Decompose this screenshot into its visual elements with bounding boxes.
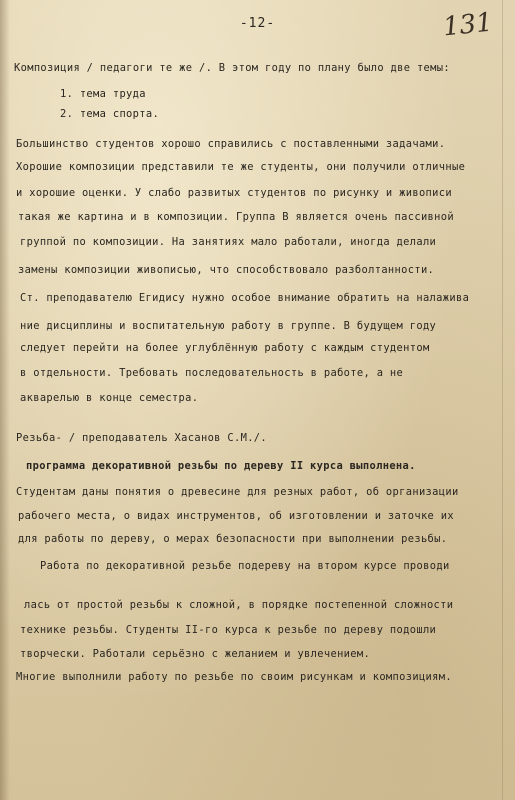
archive-number-handwritten: 131 — [441, 7, 495, 43]
text-line: следует перейти на более углублённую работу с каждым студентом — [20, 342, 430, 354]
text-line: группой по композиции. На занятиях мало работали, иногда делали — [20, 236, 437, 248]
page-edge-shadow — [0, 0, 10, 800]
text-line: программа декоративной резьбы по дереву II курса выполнена. — [26, 460, 416, 472]
text-line: рабочего места, о видах инструментов, об изготовлении и заточке их — [18, 510, 454, 522]
text-line: Резьба- / преподаватель Хасанов С.М./. — [16, 432, 268, 444]
text-line: акварелью в конце семестра. — [20, 392, 199, 404]
text-line: такая же картина и в композиции. Группа В является очень пассивной — [18, 211, 454, 223]
text-line: лась от простой резьбы к сложной, в порядке постепенной сложности — [24, 599, 454, 611]
text-line: и хорошие оценки. У слабо развитых студентов по рисунку и живописи — [16, 187, 452, 199]
text-line: творчески. Работали серьёзно с желанием и увлечением. — [20, 648, 371, 660]
text-line: в отдельности. Требовать последовательность в работе, а не — [20, 367, 404, 379]
text-line: 1. тема труда — [60, 88, 146, 100]
text-line: Большинство студентов хорошо справились с поставленными задачами. — [16, 138, 446, 150]
text-line: 2. тема спорта. — [60, 108, 160, 120]
text-line: Многие выполнили работу по резьбе по своим рисункам и композициям. — [16, 671, 452, 683]
text-line: Ст. преподавателю Егидису нужно особое внимание обратить на налажива — [20, 292, 470, 304]
text-line: Композиция / педагоги те же /. В этом году по плану было две темы: — [14, 62, 450, 74]
text-line: Работа по декоративной резьбе подереву на втором курсе проводи — [40, 560, 450, 572]
page-margin-line — [502, 0, 503, 800]
text-line: Студентам даны понятия о древесине для резных работ, об организации — [16, 486, 459, 498]
text-line: технике резьбы. Студенты II-го курса к резьбе по дереву подошли — [20, 624, 437, 636]
page-number: -12- — [239, 16, 276, 31]
text-line: замены композиции живописью, что способствовало разболтанности. — [18, 264, 435, 276]
text-line: ние дисциплины и воспитательную работу в группе. В будущем году — [20, 320, 437, 332]
text-line: Хорошие композиции представили те же студенты, они получили отличные — [16, 161, 466, 173]
text-line: для работы по дереву, о мерах безопасности при выполнении резьбы. — [18, 533, 448, 545]
